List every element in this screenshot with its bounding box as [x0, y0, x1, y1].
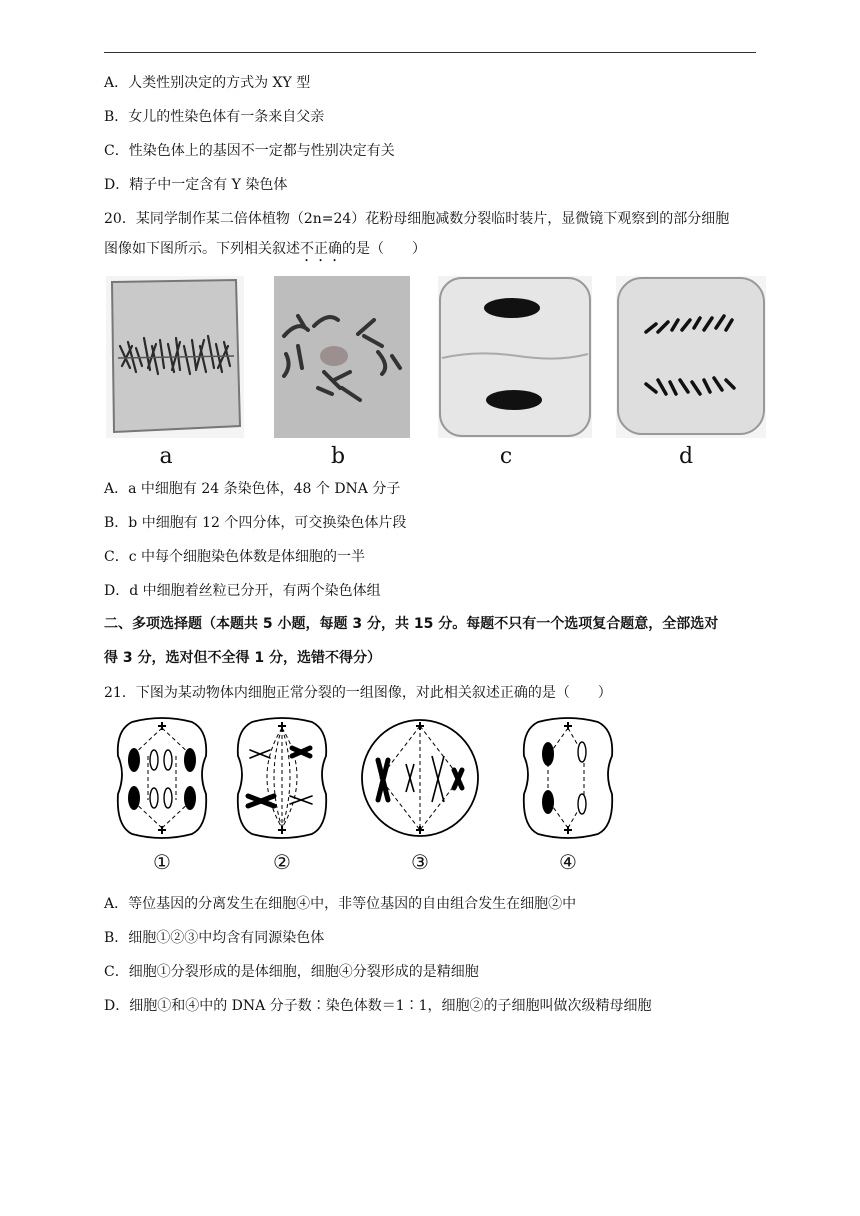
cell-label-1: ①: [153, 850, 171, 874]
cell-diagram-1: [112, 716, 212, 844]
micrograph-label-d: d: [678, 444, 694, 469]
q21-option-d: D．细胞①和④中的 DNA 分子数∶染色体数＝1∶1，细胞②的子细胞叫做次级精母细胞: [104, 998, 652, 1014]
q20-stem-line1: 20．某同学制作某二倍体植物（2n=24）花粉母细胞减数分裂临时装片，显微镜下观察到的部分细胞: [104, 211, 730, 227]
q20-option-b: B．b 中细胞有 12 个四分体，可交换染色体片段: [104, 515, 407, 531]
cell-label-3: ③: [411, 850, 429, 874]
q20-stem-line2: [104, 240, 426, 265]
micrograph-label-b: b: [330, 444, 346, 469]
micrograph-d: [616, 276, 766, 438]
header-rule: [104, 52, 756, 53]
q19-option-d: D．精子中一定含有 Y 染色体: [104, 177, 288, 193]
micrograph-b: [274, 276, 410, 438]
q21-option-c: C．细胞①分裂形成的是体细胞，细胞④分裂形成的是精细胞: [104, 964, 479, 980]
q20-stem-post: 的是（ ）: [342, 241, 426, 257]
q20-stem-emphasis: 不正确: [300, 241, 342, 257]
micrograph-label-c: c: [499, 444, 513, 469]
section2-heading-line1: 二、多项选择题（本题共 5 小题，每题 3 分，共 15 分。每题不只有一个选项复合题意，全部选对: [104, 616, 719, 632]
q20-option-a: A．a 中细胞有 24 条染色体，48 个 DNA 分子: [104, 481, 401, 497]
micrograph-a: [106, 276, 244, 438]
cell-diagram-4: [518, 716, 618, 844]
q19-option-b: B．女儿的性染色体有一条来自父亲: [104, 109, 325, 125]
q20-option-c: C．c 中每个细胞染色体数是体细胞的一半: [104, 549, 366, 565]
q20-stem-pre: 图像如下图所示。下列相关叙述: [104, 241, 300, 257]
q20-option-d: D．d 中细胞着丝粒已分开，有两个染色体组: [104, 583, 381, 599]
cell-label-4: ④: [559, 850, 577, 874]
q21-stem: 21．下图为某动物体内细胞正常分裂的一组图像，对此相关叙述正确的是（ ）: [104, 685, 612, 701]
q19-option-a: A．人类性别决定的方式为 XY 型: [104, 75, 311, 91]
cell-label-2: ②: [273, 850, 291, 874]
q21-option-b: B．细胞①②③中均含有同源染色体: [104, 930, 325, 946]
q19-option-c: C．性染色体上的基因不一定都与性别决定有关: [104, 143, 395, 159]
section2-heading-line2: 得 3 分，选对但不全得 1 分，选错不得分）: [104, 650, 381, 666]
q21-option-a: A．等位基因的分离发生在细胞④中，非等位基因的自由组合发生在细胞②中: [104, 896, 577, 912]
cell-diagram-2: [232, 716, 332, 844]
micrograph-label-a: a: [159, 444, 173, 469]
cell-diagram-3: [358, 716, 482, 844]
micrograph-c: [438, 276, 592, 438]
